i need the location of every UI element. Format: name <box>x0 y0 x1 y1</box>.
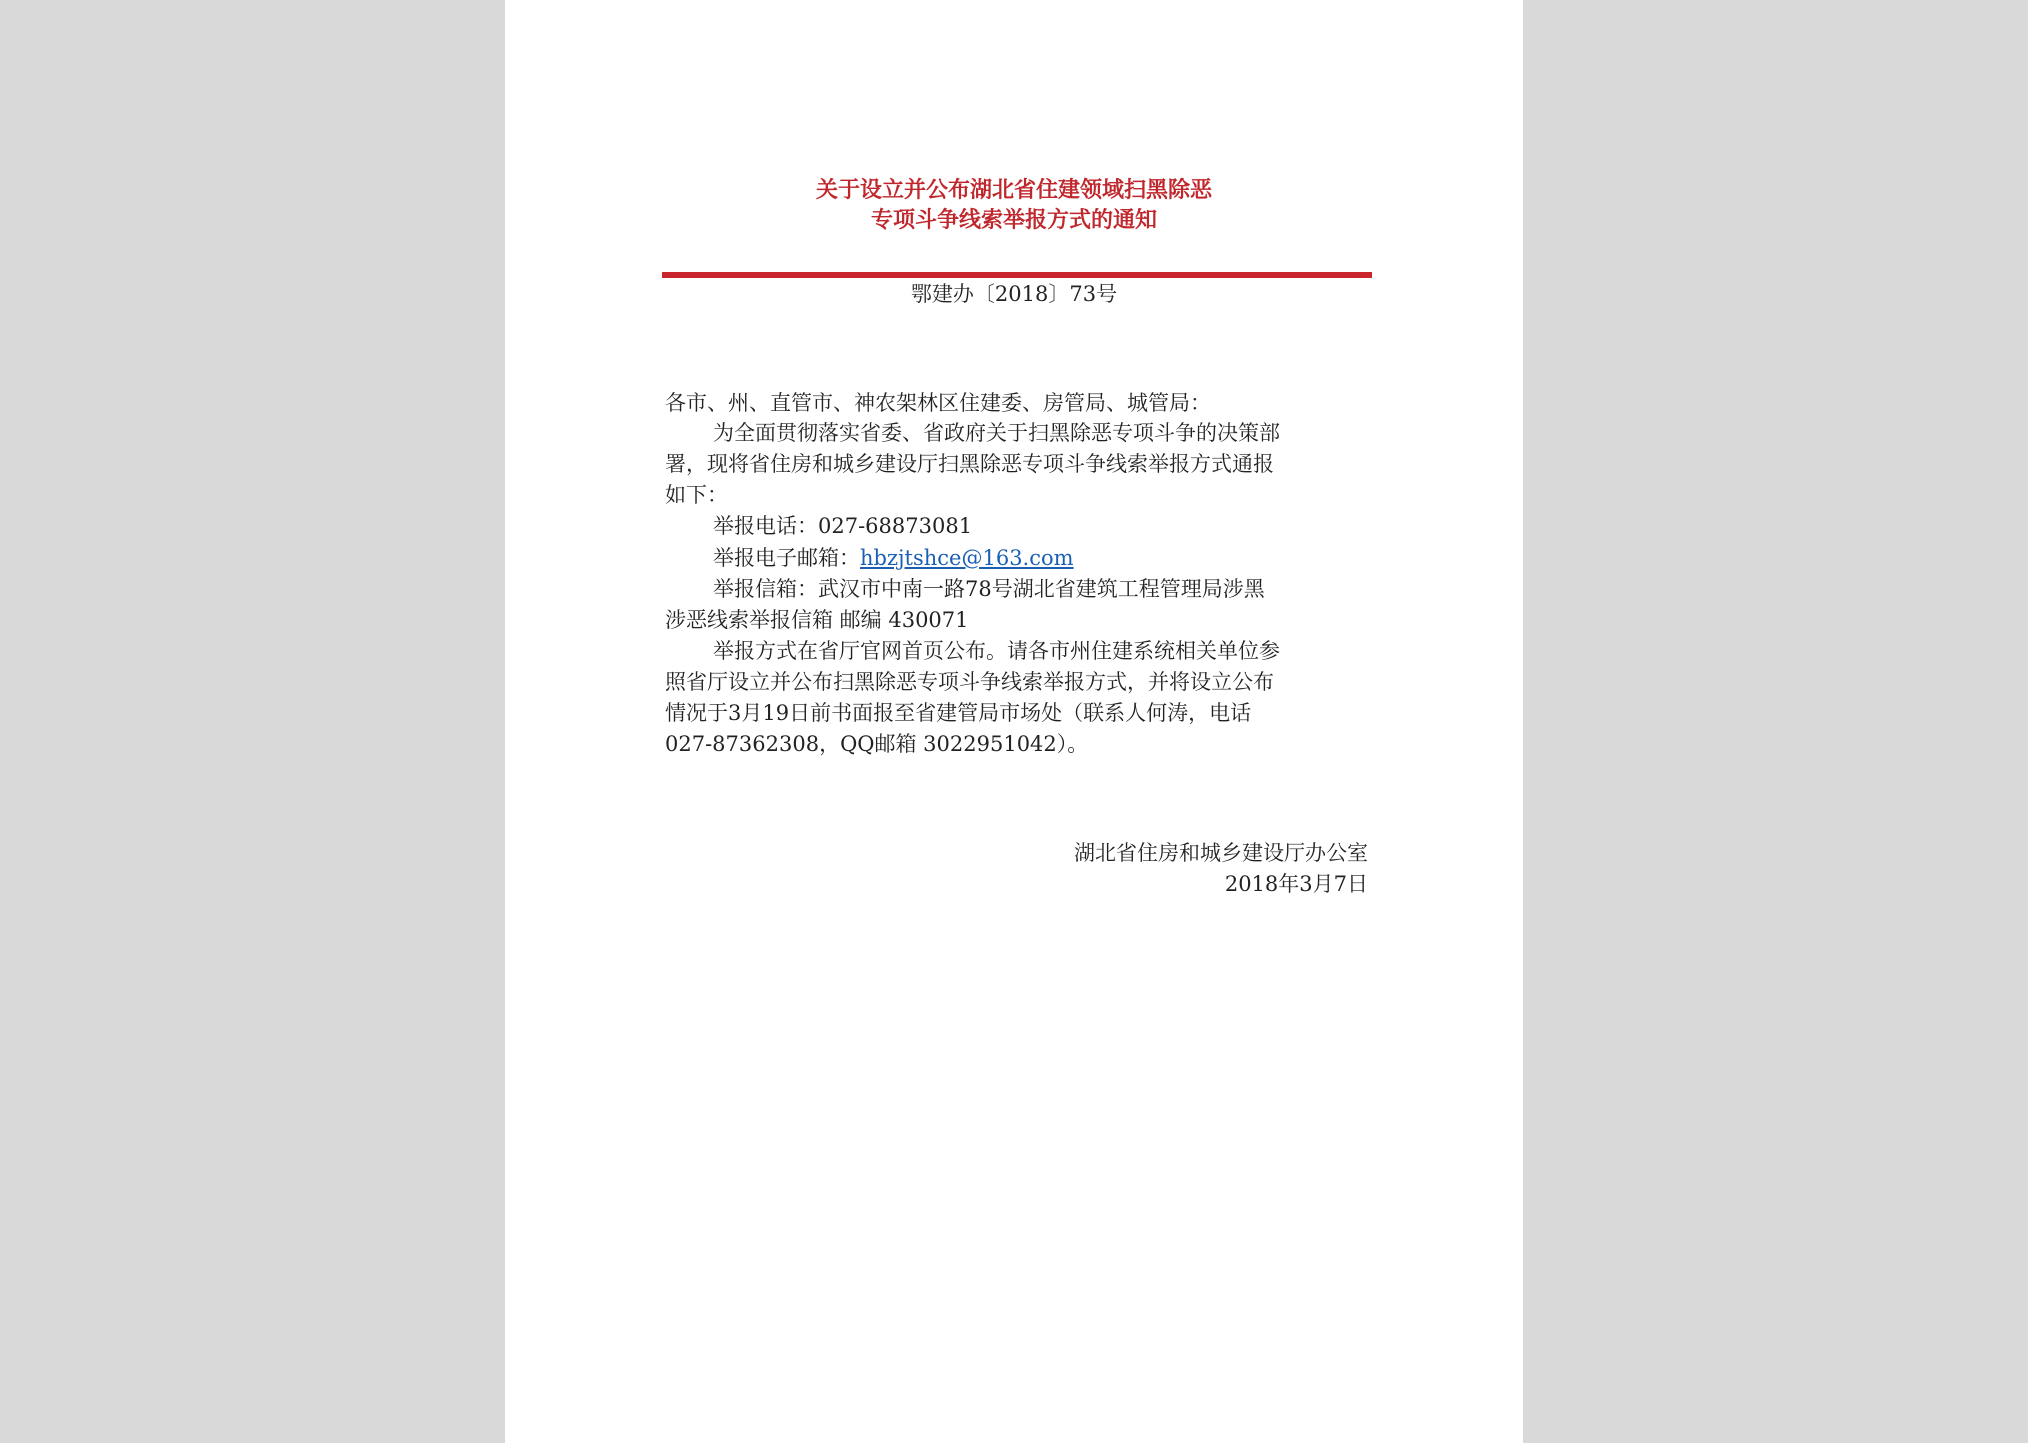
report-phone-line <box>713 511 972 541</box>
email-link[interactable]: hbzjtshce@163.com <box>860 546 1074 570</box>
red-header-rule <box>662 272 1372 278</box>
recipients-line: 各市、州、直管市、神农架林区住建委、房管局、城管局： <box>665 391 1211 415</box>
report-mailbox-line2: 涉恶线索举报信箱 邮编 430071 <box>665 608 969 632</box>
paragraph2-line1: 举报方式在省厅官网首页公布。请各市州住建系统相关单位参 <box>713 639 1280 663</box>
paragraph2-line3: 情况于3月19日前书面报至省建管局市场处（联系人何涛，电话 <box>665 701 1252 725</box>
phone-number: 027-68873081 <box>818 514 973 538</box>
paragraph2-line4: 027-87362308，QQ邮箱 3022951042）。 <box>665 732 1089 756</box>
paragraph1-line3: 如下： <box>665 483 728 507</box>
document-page <box>505 0 1523 1443</box>
document-title-line1: 关于设立并公布湖北省住建领域扫黑除恶 <box>815 177 1212 203</box>
paragraph1-line2: 署，现将省住房和城乡建设厅扫黑除恶专项斗争线索举报方式通报 <box>665 452 1274 476</box>
report-email-line <box>713 543 1074 573</box>
document-title-line2: 专项斗争线索举报方式的通知 <box>870 207 1157 233</box>
report-mailbox-line1: 举报信箱：武汉市中南一路78号湖北省建筑工程管理局涉黑 <box>713 577 1265 601</box>
signature-date: 2018年3月7日 <box>1224 872 1368 896</box>
document-number: 鄂建办〔2018〕73号 <box>910 282 1118 306</box>
paragraph2-line2: 照省厅设立并公布扫黑除恶专项斗争线索举报方式，并将设立公布 <box>665 670 1274 694</box>
paragraph1-line1: 为全面贯彻落实省委、省政府关于扫黑除恶专项斗争的决策部 <box>713 421 1280 445</box>
signature-organization: 湖北省住房和城乡建设厅办公室 <box>1074 841 1368 865</box>
phone-label: 举报电话： <box>713 514 818 538</box>
email-label: 举报电子邮箱： <box>713 546 860 570</box>
